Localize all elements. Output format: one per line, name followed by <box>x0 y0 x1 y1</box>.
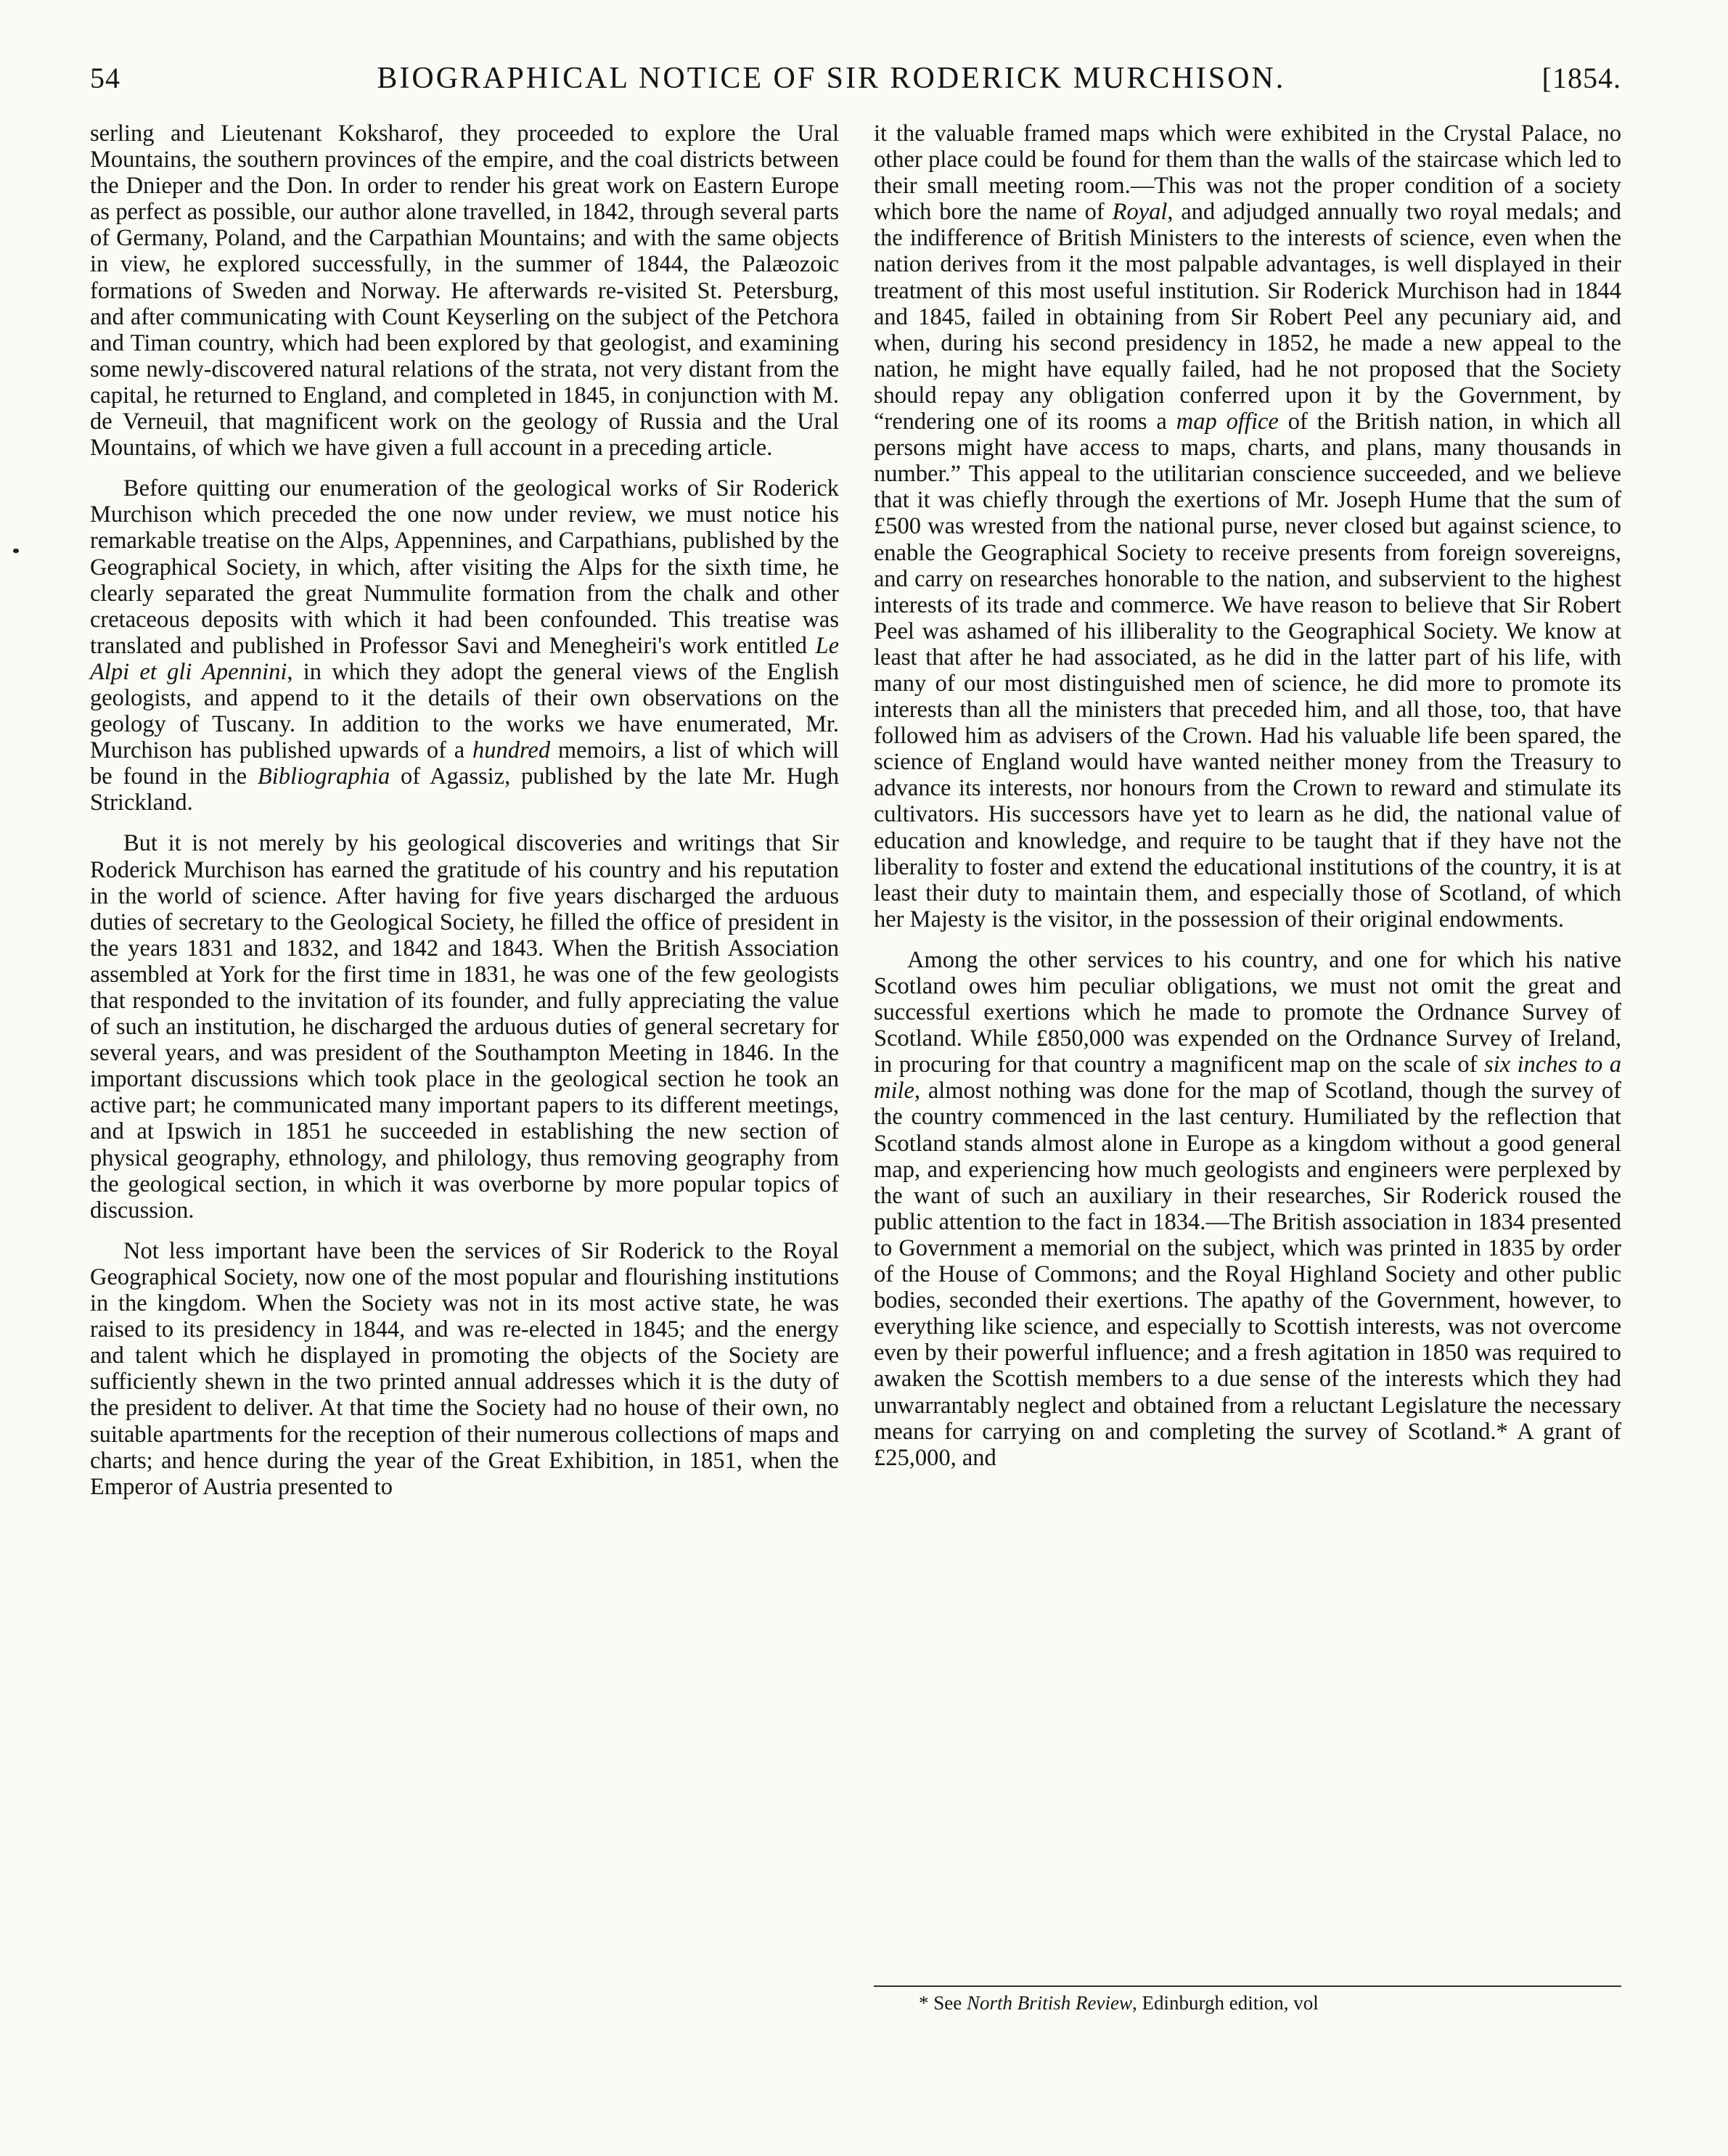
italic-emphasis: hundred <box>472 737 551 764</box>
margin-mark <box>13 549 19 553</box>
paragraph: Not less important have been the services of Sir Roderick to the Royal Geographical Society, now one of the most popular and flourishing institutions in the kingdom. When the Society was not in its most active state, he was raised to its presidency in 1844, and was re-elected in 1845; and the energy and talent which he displayed in promoting the objects of the Society are sufficiently shewn in the two printed annual addresses which it is the duty of the president to deliver. At that time the Society had no house of their own, no suitable apartments for the reception of their numerous collections of maps and charts; and hence during the year of the Great Exhibition, in 1851, when the Emperor of Austria presented to <box>90 1237 839 1500</box>
italic-title: Le Alpi et gli Apennini <box>90 632 839 685</box>
paragraph: But it is not merely by his geological discoveries and writings that Sir Roderick Murchison has earned the gratitude of his country and his reputation in the world of science. After having for five years discharged the arduous duties of secretary to the Geological Society, he filled the office of president in the years 1831 and 1832, and 1842 and 1843. When the British Association assembled at York for the first time in 1831, he was one of the few geologists that responded to the invitation of its founder, and fully appreciating the value of such an institution, he discharged the arduous duties of general secretary for several years, and was president of the Southampton Meeting in 1846. In the important discussions which took place in the geological section he took an active part; he communicated many important papers to its different meetings, and at Ipswich in 1851 he succeeded in establishing the new section of physical geography, ethnology, and philology, thus removing geography from the geological section, in which it was overborne by more popular topics of discussion. <box>90 830 839 1223</box>
footnote: * See North British Review, Edinburgh edition, vol <box>919 1992 1319 2014</box>
paragraph: Before quitting our enumeration of the geological works of Sir Roderick Murchison which preceded the one now under review, we must notice his remarkable treatise on the Alps, Appennines, and Carpathians, published by the Geographical Society, in which, after visiting the Alps for the sixth time, he clearly separated the great Nummulite formation from the chalk and other cretaceous deposits with which it had been confounded. This treatise was translated and published in Professor Savi and Menegheiri's work entitled Le Alpi et gli Apennini, in which they adopt the general views of the English geologists, and append to it the details of their own observations on the geology of Tuscany. In addition to the works we have enumerated, Mr. Murchison has published upwards of a hundred memoirs, a list of which will be found in the Bibliographia of Agassiz, published by the late Mr. Hugh Strickland. <box>90 475 839 816</box>
italic-title: Bibliographia <box>257 763 390 790</box>
footnote-journal: North British Review <box>966 1992 1132 2014</box>
italic-emphasis: Royal <box>1112 199 1168 226</box>
running-title: BIOGRAPHICAL NOTICE OF SIR RODERICK MURCHISON. <box>377 62 1286 95</box>
page-header <box>90 61 1621 104</box>
italic-emphasis: map office <box>1176 409 1279 435</box>
paragraph: it the valuable framed maps which were exhibited in the Crystal Palace, no other place could be found for them than the walls of the staircase which led to their small meeting room.—This was not the proper condition of a society which bore the name of Royal, and adjudged annually two royal medals; and the indifference of British Ministers to the interests of science, even when the nation derives from it the most palpable advantages, is well displayed in their treatment of this most useful institution. Sir Roderick Murchison had in 1844 and 1845, failed in obtaining from Sir Robert Peel any pecuniary aid, and when, during his second presidency in 1852, he made a new appeal to the nation, he might have equally failed, had he not proposed that the Society should repay any obligation conferred upon it by the Government, by “rendering one of its rooms a map office of the British nation, in which all persons might have access to maps, charts, and plans, many thousands in number.” This appeal to the utilitarian conscience succeeded, and we believe that it was chiefly through the exertions of Mr. Joseph Hume that the sum of £500 was wrested from the national purse, never closed but against science, to enable the Geographical Society to receive presents from foreign sovereigns, and carry on researches honorable to the nation, and subservient to the highest interests of its trade and commerce. We have reason to believe that Sir Robert Peel was ashamed of his illiberality to the Geographical Society. We know at least that after he had associated, as he did in the latter part of his life, with many of our most distinguished men of science, he did more to promote its interests than all the ministers that preceded him, and all those, too, that have followed him as advisers of the Crown. Had his valuable life been spared, the science of England would have wanted neither money from the Treasury to advance its interests, nor honours from the Crown to reward and stimulate its cultivators. His successors have yet to learn as he did, the national value of education and knowledge, and require to be taught that if they have not the liberality to foster and extend the educational institutions of the country, it is at least their duty to maintain them, and especially those of Scotland, of which her Majesty is the visitor, in the possession of their original endowments. <box>874 120 1621 933</box>
italic-emphasis: six inches to a mile <box>874 1052 1621 1104</box>
paragraph: Among the other services to his country, and one for which his native Scotland owes him peculiar obligations, we must not omit the great and successful exertions which he made to promote the Ordnance Survey of Scotland. While £850,000 was expended on the Ordnance Survey of Ireland, in procuring for that country a magnificent map on the scale of six inches to a mile, almost nothing was done for the map of Scotland, though the survey of the country commenced in the last century. Humiliated by the reflection that Scotland stands almost alone in Europe as a kingdom without a good general map, and experiencing how much geologists and engineers were perplexed by the want of such an auxiliary in their researches, Sir Roderick roused the public attention to the fact in 1834.—The British association in 1834 presented to Government a memorial on the subject, which was printed in 1835 by order of the House of Commons; and the Royal Highland Society and other public bodies, seconded their exertions. The apathy of the Government, however, to everything like science, and especially to Scottish interests, was not overcome even by their powerful influence; and a fresh agitation in 1850 was required to awaken the Scottish members to a due sense of the interests which they had unwarrantably neglect and obtained from a reluctant Legislature the necessary means for carrying on and completing the survey of Scotland.* A grant of £25,000, and <box>874 946 1621 1471</box>
page-number: 54 <box>90 62 120 94</box>
paragraph: serling and Lieutenant Koksharof, they proceeded to explore the Ural Mountains, the southern provinces of the empire, and the coal districts between the Dnieper and the Don. In order to render his great work on Eastern Europe as perfect as possible, our author alone travelled, in 1842, through several parts of Germany, Poland, and the Carpathian Mountains; and with the same objects in view, he explored successfully, in the summer of 1844, the Palæozoic formations of Sweden and Norway. He afterwards re-visited St. Petersburg, and after communicating with Count Keyserling on the subject of the Petchora and Timan country, which had been explored by that geologist, and examining some newly-discovered natural relations of the strata, not very distant from the capital, he returned to England, and completed in 1845, in conjunction with M. de Verneuil, that magnificent work on the geology of Russia and the Ural Mountains, of which we have given a full account in a preceding article. <box>90 120 839 462</box>
footnote-rule <box>874 1985 1621 1987</box>
right-column <box>874 120 1621 1471</box>
left-column <box>90 120 839 1500</box>
running-year: [1854. <box>1541 62 1621 94</box>
